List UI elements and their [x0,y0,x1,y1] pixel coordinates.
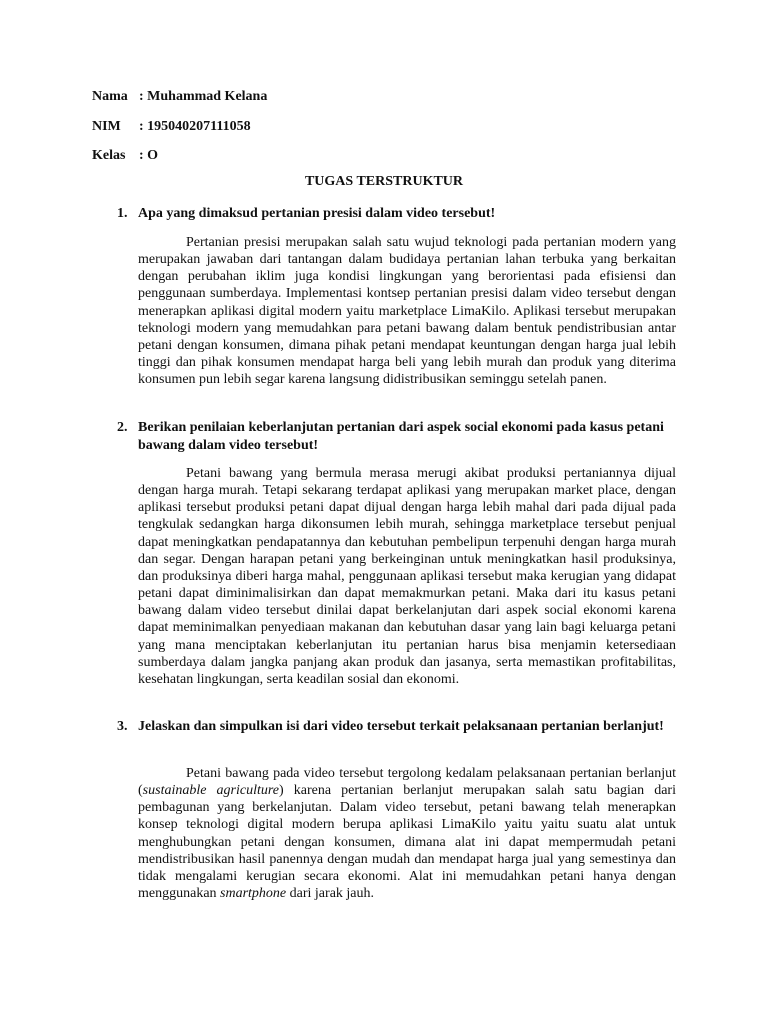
document-title: TUGAS TERSTRUKTUR [304,174,464,189]
question-number: 1. [117,206,128,221]
question-text: Jelaskan dan simpulkan isi dari video tersebut terkait pelaksanaan pertanian berlanjut! [138,719,664,734]
answer-3-italic-term: sustainable agriculture [142,783,279,799]
question-text: Berikan penilaian keberlanjutan pertanian dari aspek social ekonomi pada kasus petani bawang dalam video tersebut! [138,420,664,453]
header-kelas [92,147,159,165]
nim-label: NIM [92,119,121,134]
answer-3 [138,765,676,902]
question-2 [117,419,677,455]
answer-3-text-b: ) karena pertanian berlanjut merupakan salah satu bagian dari pembagunan yang berkelanjutan. Dalam video tersebut, petani bawang telah menerapkan konsep teknologi digital modern berupa aplikasi LimaKilo yaitu yaitu suatu alat untuk menghubungkan petani dengan konsumen, dimana alat ini dapat mempermudah petani mendistribusikan hasil panennya dengan mudah dan mendapat harga jual yang semestinya dan tidak mengalami kerugian secara ekonomi. Alat ini memudahkan petani hanya dengan menggunakan [138,783,676,902]
header-nama [92,88,268,106]
question-3 [117,718,677,736]
question-number: 3. [117,719,128,734]
nama-label: Nama [92,89,128,104]
answer-3-text-c: dari jarak jauh. [286,886,375,902]
answer-3-italic-smartphone: smartphone [220,886,287,902]
kelas-value: : O [139,148,159,163]
answer-2: Petani bawang yang bermula merasa merugi akibat produksi pertaniannya dijual dengan harga murah. Tetapi sekarang terdapat aplikasi yang merupakan market place, dengan aplikasi tersebut produksi petani dapat dijual dengan harga lebih mahal dari pada dijual pada tengkulak sedangkan harga dikonsumen lebih murah, sehingga marketplace tersebut penjual dapat meningkatkan pendapatannya dan kebutuhan pembelipun terpenuhi dengan harga murah dan segar. Dengan harapan petani yang berkeinginan untuk meningkatkan hasil produksinya, dan produksinya diberi harga mahal, penggunaan aplikasi tersebut maka kerugian yang didapat petani dapat diminimalisirkan dan dapat memakmurkan petani. Maka dari itu kasus petani bawang dalam video tersebut dinilai dapat berkelanjutan dari aspek social ekonomi karena dapat meminimalkan penyediaan makanan dan kebutuhan dasar yang lain bagi keluarga petani yang mana menciptakan keberlanjutan itu pertanian harus bisa menjamin ketersediaan sumberdaya dalam jangka panjang akan produk dan jasanya, serta memastikan profitabilitas, kesehatan lingkungan, serta keadilan sosial dan ekonomi. [138,466,676,687]
question-text: Apa yang dimaksud pertanian presisi dalam video tersebut! [138,206,496,221]
answer-1: Pertanian presisi merupakan salah satu wujud teknologi pada pertanian modern yang merupakan jawaban dari tantangan dalam budidaya pertanian lahan terbuka yang berkaitan dengan perubahan iklim juga kondisi lingkungan yang berorientasi pada efisiensi dan penggunaan sumberdaya. Implementasi kontsep pertanian presisi dalam video tersebut dengan menerapkan aplikasi digital modern yaitu marketplace LimaKilo. Aplikasi tersebut merupakan teknologi modern yang memudahkan para petani bawang dalam bentuk pendistribusian antar petani dengan konsumen, dimana pihak petani mendapat keuntungan dengan harga jual lebih tinggi dan pihak konsumen mendapat harga beli yang lebih murah dan produk yang diterima konsumen pun lebih segar karena langsung didistribusikan seminggu setelah panen. [138,235,676,388]
nama-value: : Muhammad Kelana [139,89,268,104]
kelas-label: Kelas [92,148,126,163]
question-1 [117,205,677,223]
nim-value: : 195040207111058 [139,119,251,134]
answer-3-text-a: Petani bawang pada video tersebut tergolong kedalam pelaksanaan pertanian berlanjut ( [138,766,676,799]
header-nim [92,118,251,136]
question-number: 2. [117,420,128,435]
